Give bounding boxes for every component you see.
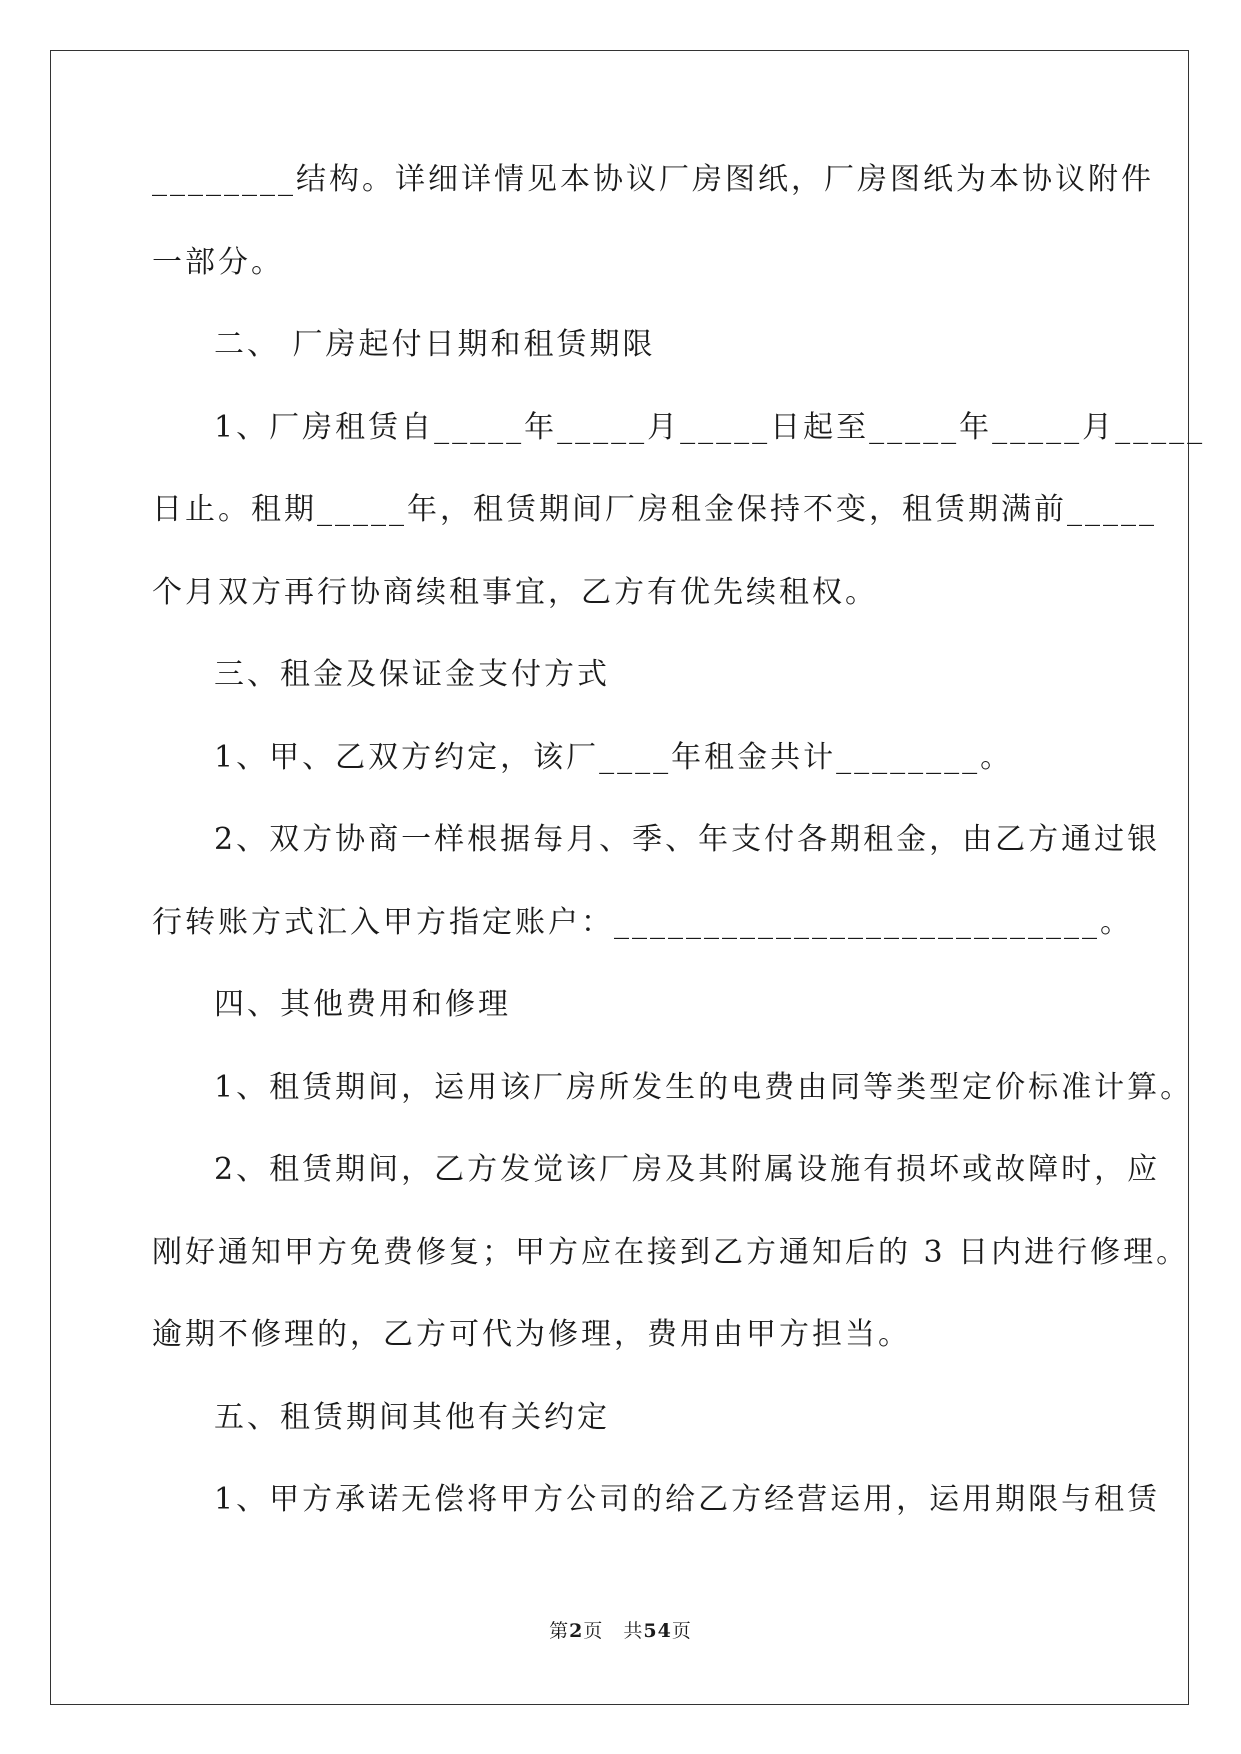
text-line-15: 逾期不修理的，乙方可代为修理，费用由甲方担当。 xyxy=(152,1317,911,1352)
section-heading-3: 三、租金及保证金支付方式 xyxy=(214,657,610,692)
text-line-12: 1、租赁期间，运用该厂房所发生的电费由同等类型定价标准计算。 xyxy=(214,1069,1194,1105)
text-line-14: 刚好通知甲方免费修复；甲方应在接到乙方通知后的 3 日内进行修理。 xyxy=(152,1234,1190,1270)
section-heading-2: 二、 厂房起付日期和租赁期限 xyxy=(214,327,656,362)
page-number: 2 xyxy=(569,1620,584,1642)
text-line-4: 1、厂房租赁自_____年_____月_____日起至_____年_____月_____ xyxy=(214,409,1206,445)
text-line-1: ________结构。详细详情见本协议厂房图纸，厂房图纸为本协议附件 xyxy=(152,162,1154,197)
section-heading-4: 四、其他费用和修理 xyxy=(214,987,511,1022)
document-body xyxy=(152,162,1206,1565)
text-line-17: 1、甲方承诺无偿将甲方公司的给乙方经营运用，运用期限与租赁 xyxy=(214,1482,1161,1517)
page-suffix: 页 xyxy=(583,1620,604,1642)
total-suffix: 页 xyxy=(671,1620,692,1642)
text-line-6: 个月双方再行协商续租事宜，乙方有优先续租权。 xyxy=(152,574,878,610)
page-footer xyxy=(0,1616,1241,1643)
text-line-5: 日止。租期_____年，租赁期间厂房租金保持不变，租赁期满前_____ xyxy=(152,492,1157,527)
text-line-9: 2、双方协商一样根据每月、季、年支付各期租金，由乙方通过银 xyxy=(214,822,1161,857)
page-prefix: 第 xyxy=(549,1620,570,1642)
total-pages: 54 xyxy=(643,1620,672,1642)
total-prefix: 共 xyxy=(623,1620,644,1642)
text-line-8: 1、甲、乙双方约定，该厂____年租金共计________。 xyxy=(214,739,1014,775)
section-heading-5: 五、租赁期间其他有关约定 xyxy=(214,1399,610,1435)
text-line-13: 2、租赁期间，乙方发觉该厂房及其附属设施有损坏或故障时，应 xyxy=(214,1152,1161,1187)
text-line-2: 一部分。 xyxy=(152,244,284,280)
text-line-10: 行转账方式汇入甲方指定账户：___________________________。 xyxy=(152,904,1133,940)
